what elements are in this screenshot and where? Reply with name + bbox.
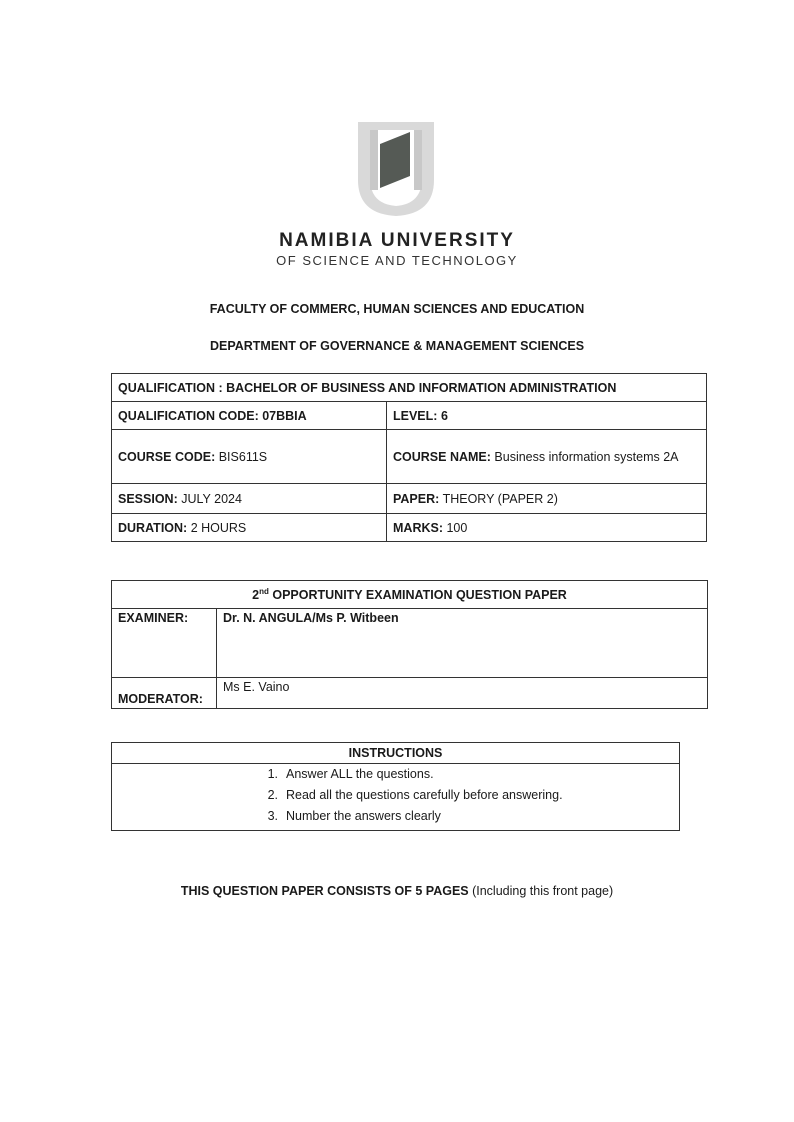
exam-title-superscript: nd — [259, 586, 269, 596]
course-name-label: COURSE NAME: — [393, 449, 491, 464]
duration-label: DURATION: — [118, 520, 188, 535]
table-row — [112, 402, 707, 430]
list-item — [112, 785, 679, 806]
marks-value: 100 — [446, 520, 468, 535]
department-heading: DEPARTMENT OF GOVERNANCE & MANAGEMENT SCIENCES — [209, 339, 585, 353]
session-cell — [112, 484, 387, 514]
instructions-list — [112, 764, 679, 830]
level-label: LEVEL: — [393, 408, 438, 423]
table-row — [112, 374, 707, 402]
examination-table — [111, 580, 708, 709]
paper-cell — [387, 484, 707, 514]
examiner-label: EXAMINER: — [112, 609, 217, 678]
course-code-cell — [112, 430, 387, 484]
table-row — [112, 678, 708, 709]
instruction-number: 3. — [267, 809, 278, 823]
page-count-normal: (Including this front page) — [468, 884, 614, 898]
table-row — [112, 514, 707, 542]
instructions-title: INSTRUCTIONS — [112, 743, 680, 764]
table-row — [112, 581, 708, 609]
instruction-text: Read all the questions carefully before answering. — [286, 788, 563, 802]
course-name-cell — [387, 430, 707, 484]
university-logo — [350, 118, 442, 218]
university-name-line2: OF SCIENCE AND TECHNOLOGY — [276, 253, 518, 268]
qualification-code-value: 07BBIA — [262, 408, 307, 423]
marks-cell — [387, 514, 707, 542]
duration-value: 2 HOURS — [190, 520, 247, 535]
table-row — [112, 430, 707, 484]
list-item — [112, 764, 679, 785]
instruction-number: 1. — [267, 767, 278, 781]
instruction-text: Number the answers clearly — [286, 809, 441, 823]
list-item — [112, 806, 679, 827]
table-row — [112, 743, 680, 764]
level-cell — [387, 402, 707, 430]
table-row — [112, 484, 707, 514]
paper-label: PAPER: — [393, 491, 440, 506]
exam-title-cell — [112, 581, 708, 609]
instruction-text: Answer ALL the questions. — [286, 767, 434, 781]
paper-value: THEORY (PAPER 2) — [442, 491, 558, 506]
course-code-label: COURSE CODE: — [118, 449, 216, 464]
marks-label: MARKS: — [393, 520, 443, 535]
session-label: SESSION: — [118, 491, 178, 506]
qualification-code-label: QUALIFICATION CODE: — [118, 408, 259, 423]
duration-cell — [112, 514, 387, 542]
instructions-table — [111, 742, 680, 831]
moderator-label: MODERATOR: — [112, 678, 217, 709]
faculty-heading: FACULTY OF COMMERC, HUMAN SCIENCES AND EDUCATION — [209, 302, 585, 316]
exam-title-prefix: 2 — [252, 588, 260, 603]
qualification-cell: QUALIFICATION : BACHELOR OF BUSINESS AND INFORMATION ADMINISTRATION — [112, 374, 707, 402]
course-name-value: Business information systems 2A — [494, 449, 679, 464]
table-row — [112, 764, 680, 831]
table-row — [112, 609, 708, 678]
instruction-number: 2. — [267, 788, 278, 802]
examiner-value: Dr. N. ANGULA/Ms P. Witbeen — [217, 609, 708, 678]
qualification-table — [111, 373, 707, 542]
university-name-line1: NAMIBIA UNIVERSITY — [279, 230, 515, 251]
qualification-code-cell — [112, 402, 387, 430]
page-count-note — [0, 884, 794, 898]
level-value: 6 — [440, 408, 448, 423]
instructions-body — [112, 764, 680, 831]
page-count-bold: THIS QUESTION PAPER CONSISTS OF 5 PAGES — [180, 884, 469, 898]
exam-title-rest: OPPORTUNITY EXAMINATION QUESTION PAPER — [268, 588, 567, 603]
course-code-value: BIS611S — [218, 449, 268, 464]
session-value: JULY 2024 — [181, 491, 242, 506]
moderator-value: Ms E. Vaino — [217, 678, 708, 709]
